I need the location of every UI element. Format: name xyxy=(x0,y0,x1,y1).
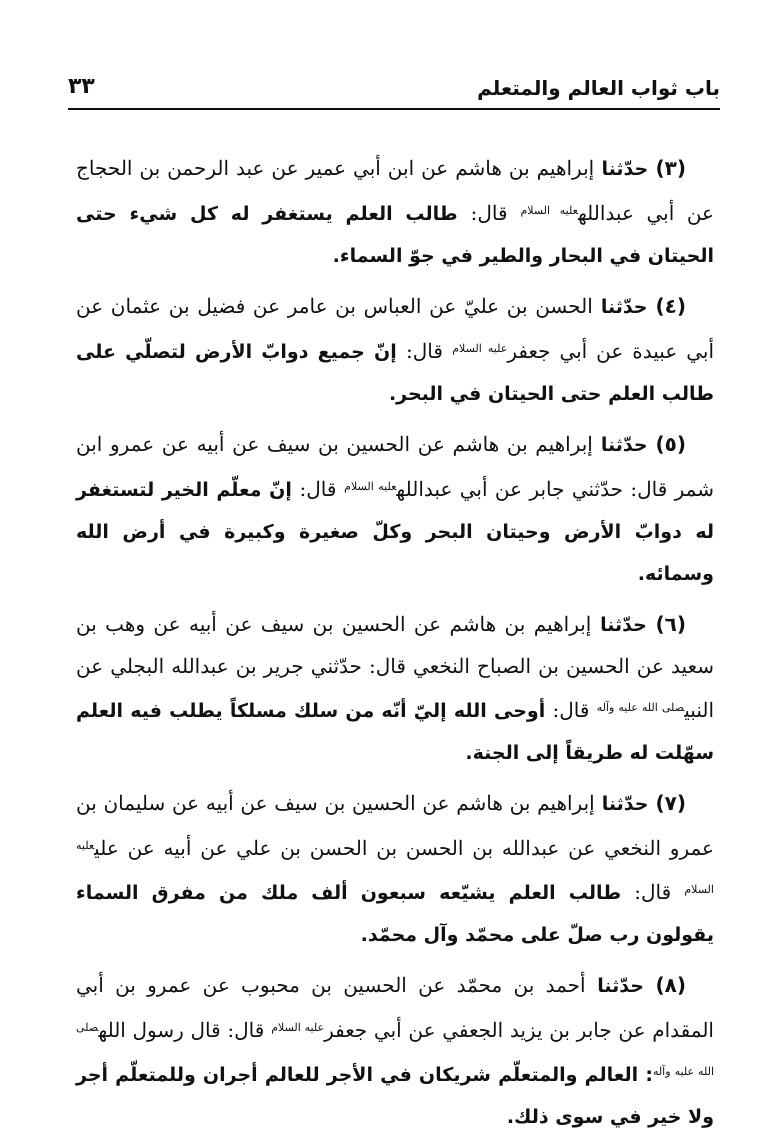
hadith-lead: حدّثنا xyxy=(601,158,649,180)
hadith-lead: حدّثنا xyxy=(601,793,649,815)
hadith-4 xyxy=(76,286,714,415)
hadith-text: طالب العلم يشيّعه سبعون ألف ملك من مفرق السماء يقولون رب صلّ على محمّد وآل محمّد. xyxy=(76,882,714,946)
hadith-text: إنّ جميع دوابّ الأرض لتصلّي على طالب العلم حتى الحيتان في البحر. xyxy=(76,341,714,405)
hadith-5 xyxy=(76,424,714,595)
honorific-glyph: صلى الله عليه وآله xyxy=(76,1021,715,1078)
hadith-lead: حدّثنا xyxy=(600,434,648,456)
hadith-said: قال: xyxy=(299,477,337,501)
hadith-number: (٤) xyxy=(655,294,686,318)
hadith-said: قال: قال رسول الله xyxy=(98,1018,265,1042)
running-header xyxy=(68,70,720,110)
chapter-title: باب ثواب العالم والمتعلم xyxy=(477,76,720,100)
hadith-number: (٣) xyxy=(655,156,686,180)
hadith-text: أوحى الله إليّ أنّه من سلك مسلكاً يطلب فيه العلم سهّلت له طريقاً إلى الجنة. xyxy=(76,700,714,764)
hadith-chain: إبراهيم بن هاشم عن الحسين بن سيف عن أبيه عن وهب بن سعيد عن الحسين بن الصباح النخعي قال: حدّثني جرير بن عبدالله البجلي عن النبي xyxy=(76,612,715,722)
honorific-glyph: عليه السلام xyxy=(76,839,714,896)
page-body xyxy=(76,148,714,1147)
honorific-glyph: عليه السلام xyxy=(271,1021,325,1034)
hadith-said: قال: xyxy=(470,201,508,225)
hadith-number: (٧) xyxy=(655,791,686,815)
hadith-number: (٦) xyxy=(655,612,686,636)
hadith-said: قال: xyxy=(552,698,590,722)
hadith-text: طالب العلم يستغفر له كل شيء حتى الحيتان في البحار والطير في جوّ السماء. xyxy=(76,203,714,267)
honorific-glyph: صلى الله عليه وآله xyxy=(596,701,685,714)
hadith-8 xyxy=(76,965,714,1138)
hadith-chain: أحمد بن محمّد عن الحسين بن محبوب عن عمرو بن أبي المقدام عن جابر بن يزيد الجعفي عن أبي جعفر xyxy=(76,973,714,1042)
hadith-7 xyxy=(76,783,714,956)
page-number: ٣٣ xyxy=(68,74,95,99)
honorific-glyph: عليه السلام xyxy=(344,480,397,493)
hadith-lead: حدّثنا xyxy=(600,296,648,318)
hadith-said: قال: xyxy=(406,339,443,363)
hadith-text: : العالم والمتعلّم شريكان في الأجر للعالم أجران وللمتعلّم أجر ولا خير في سوى ذلك. xyxy=(76,1064,714,1128)
hadith-chain: إبراهيم بن هاشم عن ابن أبي عمير عن عبد الرحمن بن الحجاج عن أبي عبدالله xyxy=(76,156,714,225)
hadith-lead: حدّثنا xyxy=(597,975,644,997)
hadith-6 xyxy=(76,604,714,774)
honorific-glyph: عليه السلام xyxy=(452,342,508,355)
hadith-chain: الحسن بن عليّ عن العباس بن عامر عن فضيل بن عثمان عن أبي عبيدة عن أبي جعفر xyxy=(76,294,714,363)
hadith-3 xyxy=(76,148,714,277)
honorific-glyph: عليه السلام xyxy=(520,204,578,217)
hadith-chain: إبراهيم بن هاشم عن الحسين بن سيف عن أبيه عن سليمان بن عمرو النخعي عن عبدالله بن الحسن بن الحسن بن علي عن أبيه عن علي xyxy=(76,791,714,860)
hadith-number: (٨) xyxy=(655,973,687,997)
hadith-lead: حدّثنا xyxy=(600,614,647,636)
hadith-said: قال: xyxy=(634,880,672,904)
hadith-chain: إبراهيم بن هاشم عن الحسين بن سيف عن أبيه عن عمرو ابن شمر قال: حدّثني جابر عن أبي عبدالله xyxy=(76,432,714,501)
hadith-number: (٥) xyxy=(655,432,686,456)
hadith-text: إنّ معلّم الخير لتستغفر له دوابّ الأرض وحيتان البحر وكلّ صغيرة وكبيرة في أرض الله وسمائه. xyxy=(76,479,714,585)
